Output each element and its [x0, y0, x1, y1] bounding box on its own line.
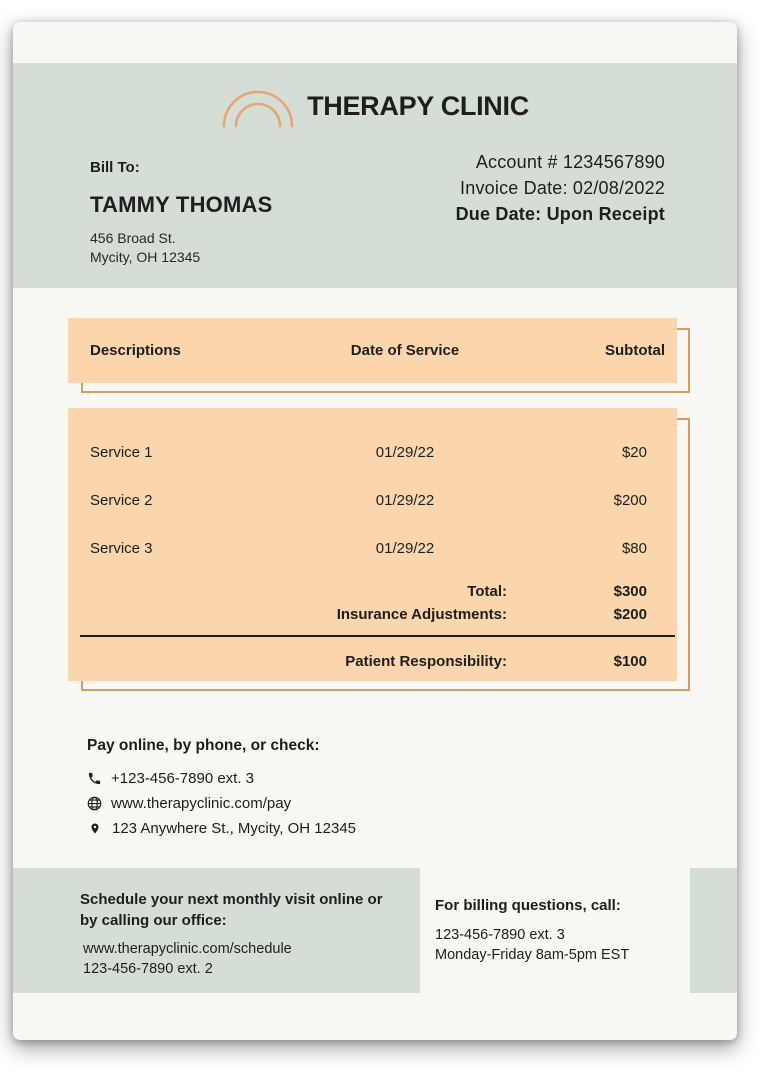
billing-questions-contact	[435, 925, 685, 965]
table-header-box	[68, 318, 677, 383]
insurance-label: Insurance Adjustments:	[336, 606, 507, 623]
insurance-value: $200	[613, 606, 647, 623]
footer	[13, 868, 737, 993]
patient-responsibility-line	[68, 637, 677, 673]
invoice-date: Invoice Date: 02/08/2022	[460, 178, 665, 198]
total-label: Total:	[467, 583, 507, 600]
col-descriptions: Descriptions	[90, 342, 181, 359]
table-row	[68, 476, 677, 524]
service-subtotal: $80	[621, 539, 647, 557]
billing-questions-heading: For billing questions, call:	[435, 897, 621, 914]
payment-url: www.therapyclinic.com/pay	[111, 795, 292, 812]
schedule-heading: Schedule your next monthly visit online or by calling our office:	[80, 891, 383, 929]
location-pin-icon	[89, 821, 101, 836]
service-description: Service 1	[90, 443, 153, 461]
payment-address: 123 Anywhere St., Mycity, OH 12345	[112, 820, 357, 837]
clinic-name: THERAPY CLINIC	[307, 90, 529, 121]
billing-phone: 123-456-7890 ext. 3	[435, 927, 565, 943]
schedule-phone: 123-456-7890 ext. 2	[83, 961, 213, 977]
patient-responsibility-value: $100	[613, 653, 647, 670]
patient-address	[90, 229, 272, 267]
total-value: $300	[613, 583, 647, 600]
table-row	[68, 524, 677, 572]
patient-name: TAMMY THOMAS	[90, 192, 273, 217]
address-line-2: Mycity, OH 12345	[90, 249, 201, 265]
col-subtotal: Subtotal	[605, 342, 665, 359]
service-description: Service 3	[90, 539, 153, 557]
account-number: Account # 1234567890	[475, 152, 665, 172]
footer-accent-strip	[690, 868, 737, 993]
globe-icon	[87, 796, 102, 811]
patient-responsibility-label: Patient Responsibility:	[345, 653, 507, 670]
payment-heading: Pay online, by phone, or check:	[87, 737, 320, 754]
service-date: 01/29/22	[375, 539, 435, 557]
service-date: 01/29/22	[375, 491, 435, 509]
billing-info-row	[13, 129, 737, 267]
service-date: 01/29/22	[375, 443, 435, 461]
service-subtotal: $20	[621, 443, 647, 461]
invoice-page	[13, 22, 737, 1040]
service-rows	[68, 408, 677, 572]
schedule-contact	[83, 939, 396, 979]
list-item	[87, 766, 356, 791]
service-subtotal: $200	[613, 491, 647, 509]
list-item	[87, 791, 356, 816]
address-line-1: 456 Broad St.	[90, 230, 176, 246]
schedule-url: www.therapyclinic.com/schedule	[83, 941, 292, 957]
table-body-box	[68, 408, 677, 681]
payment-phone: +123-456-7890 ext. 3	[111, 770, 255, 787]
schedule-box	[13, 868, 420, 993]
billing-questions-block	[435, 868, 685, 965]
table-header-row	[68, 318, 677, 383]
bill-to-block	[90, 159, 272, 267]
rainbow-arcs-icon	[221, 83, 295, 129]
insurance-line	[90, 603, 647, 626]
service-description: Service 2	[90, 491, 153, 509]
due-date: Due Date: Upon Receipt	[455, 204, 665, 224]
payment-section	[87, 737, 356, 841]
payment-options-list	[87, 766, 356, 841]
account-block	[456, 149, 665, 267]
logo-row	[13, 83, 737, 129]
header-band	[13, 63, 737, 288]
phone-icon	[87, 771, 102, 786]
table-row	[68, 428, 677, 476]
total-line	[90, 580, 647, 603]
list-item	[87, 816, 356, 841]
totals-block	[68, 572, 677, 626]
bill-to-label: Bill To:	[90, 159, 140, 176]
billing-hours: Monday-Friday 8am-5pm EST	[435, 947, 630, 963]
col-date-of-service: Date of Service	[350, 342, 460, 359]
